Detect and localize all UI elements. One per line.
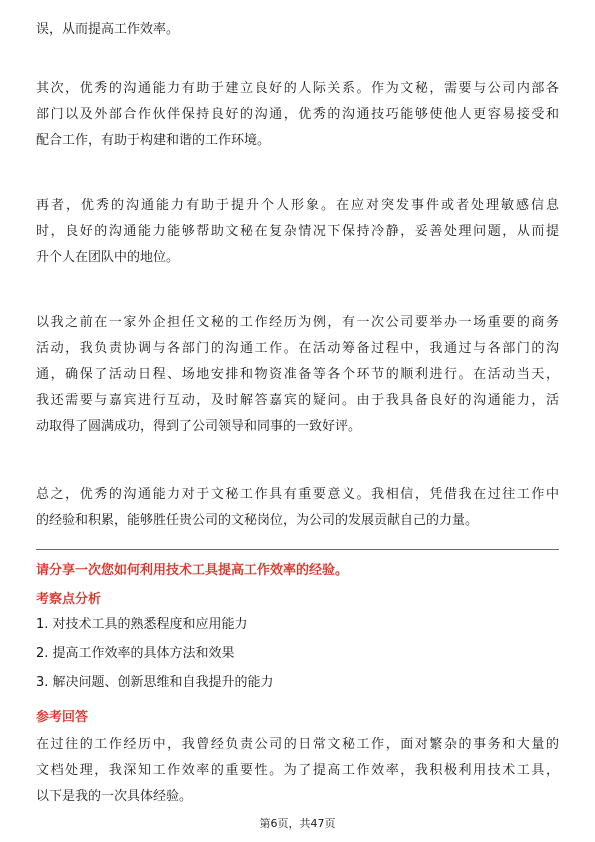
paragraph-example bbox=[36, 310, 559, 440]
paragraph-line: 升个人在团队中的地位。 bbox=[36, 250, 180, 265]
paragraph-line: 文档处理，我深知工作效率的重要性。为了提高工作效率，我积极利用技术工具， bbox=[36, 763, 559, 778]
answer-paragraph bbox=[36, 732, 559, 810]
paragraph-line: 配合工作，有助于构建和谐的工作环境。 bbox=[36, 133, 271, 148]
paragraph-line: 以我之前在一家外企担任文秘的工作经历为例，有一次公司要举办一场重要的商务 bbox=[36, 315, 559, 330]
paragraph-line: 时，良好的沟通能力能够帮助文秘在复杂情况下保持冷静，妥善处理问题，从而提 bbox=[36, 224, 559, 239]
paragraph-line: 我还需要与嘉宾进行互动，及时解答嘉宾的疑问。由于我具备良好的沟通能力，活 bbox=[36, 393, 559, 408]
paragraph-continuation bbox=[36, 17, 559, 43]
analysis-item: 3. 解决问题、创新思维和自我提升的能力 bbox=[36, 675, 274, 690]
paragraph-line: 活动，我负责协调与各部门的沟通工作。在活动筹备过程中，我通过与各部门的沟 bbox=[36, 341, 559, 356]
paragraph-image bbox=[36, 193, 559, 271]
paragraph-line: 其次，优秀的沟通能力有助于建立良好的人际关系。作为文秘，需要与公司内部各 bbox=[36, 81, 559, 96]
paragraph-line: 动取得了圆满成功，得到了公司领导和同事的一致好评。 bbox=[36, 419, 362, 434]
question-heading: 请分享一次您如何利用技术工具提高工作效率的经验。 bbox=[36, 563, 349, 578]
paragraph-line: 误，从而提高工作效率。 bbox=[36, 22, 180, 37]
section-divider bbox=[36, 549, 559, 550]
paragraph-line: 在过往的工作经历中，我曾经负责公司的日常文秘工作，面对繁杂的事务和大量的 bbox=[36, 737, 559, 752]
paragraph-line: 的经验和积累，能够胜任贵公司的文秘岗位，为公司的发展贡献自己的力量。 bbox=[36, 513, 479, 528]
paragraph-line: 以下是我的一次具体经验。 bbox=[36, 789, 193, 804]
paragraph-line: 通，确保了活动日程、场地安排和物资准备等各个环节的顺利进行。在活动当天， bbox=[36, 367, 559, 382]
paragraph-line: 再者，优秀的沟通能力有助于提升个人形象。在应对突发事件或者处理敏感信息 bbox=[36, 198, 559, 213]
paragraph-relationships bbox=[36, 76, 559, 154]
analysis-item: 1. 对技术工具的熟悉程度和应用能力 bbox=[36, 617, 248, 632]
analysis-item: 2. 提高工作效率的具体方法和效果 bbox=[36, 646, 235, 661]
paragraph-line: 总之，优秀的沟通能力对于文秘工作具有重要意义。我相信，凭借我在过往工作中 bbox=[36, 487, 559, 502]
page-number: 第6页，共47页 bbox=[259, 817, 336, 830]
paragraph-conclusion bbox=[36, 482, 559, 534]
analysis-title: 考察点分析 bbox=[36, 592, 102, 607]
answer-title: 参考回答 bbox=[36, 710, 89, 725]
paragraph-line: 部门以及外部合作伙伴保持良好的沟通，优秀的沟通技巧能够使他人更容易接受和 bbox=[36, 107, 559, 122]
